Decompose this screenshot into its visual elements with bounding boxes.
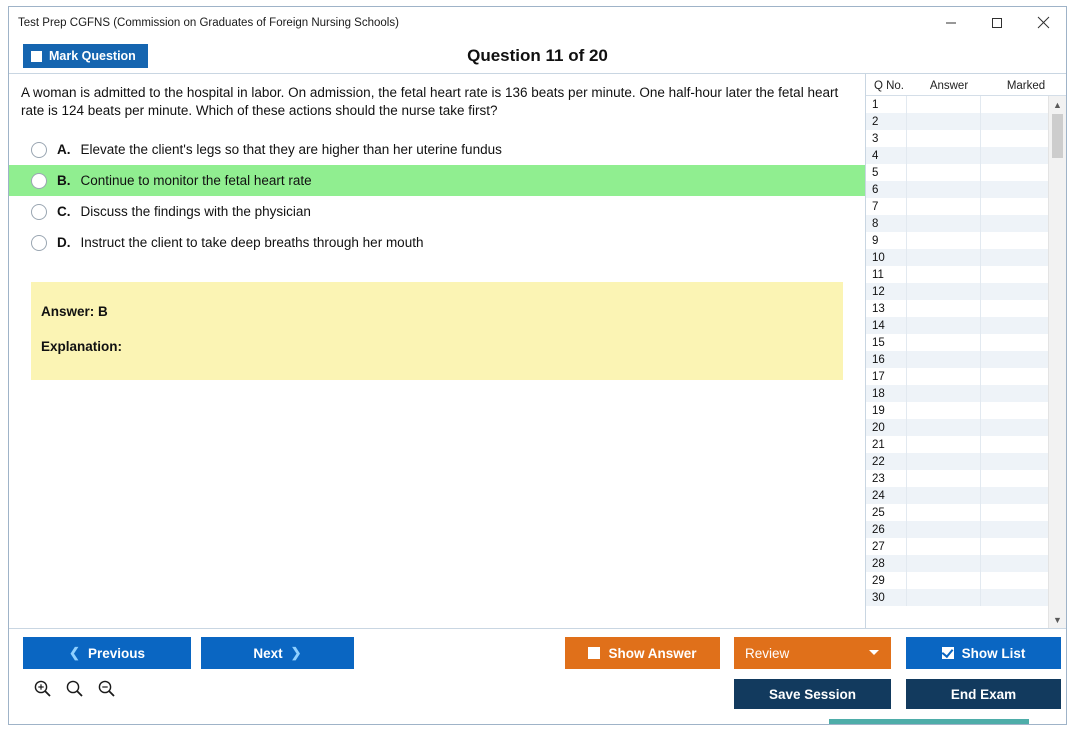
question-list-row[interactable] [866, 589, 1048, 606]
question-list-row-answer [906, 402, 980, 419]
show-list-button[interactable] [906, 637, 1061, 669]
option-letter: A. [57, 142, 71, 158]
question-list-row-marked [980, 317, 1048, 334]
minimize-icon[interactable] [928, 8, 974, 38]
zoom-icon[interactable] [65, 679, 84, 703]
question-list-row-answer [906, 368, 980, 385]
chevron-right-icon: ❯ [290, 645, 302, 660]
header-row [9, 39, 1066, 73]
question-list-row[interactable] [866, 453, 1048, 470]
end-exam-label: End Exam [950, 686, 1017, 702]
show-answer-checkbox-icon [588, 647, 600, 659]
question-list-row-number: 2 [872, 115, 879, 128]
question-list-row-number: 23 [872, 472, 885, 485]
review-dropdown[interactable] [734, 637, 891, 669]
question-list-row-answer [906, 572, 980, 589]
option-letter: B. [57, 173, 71, 189]
question-list-row[interactable] [866, 334, 1048, 351]
question-list-row-marked [980, 385, 1048, 402]
question-list-row[interactable] [866, 436, 1048, 453]
question-list-row-number: 27 [872, 540, 885, 553]
question-list-row-answer [906, 300, 980, 317]
question-list-row-marked [980, 555, 1048, 572]
question-list-row[interactable] [866, 96, 1048, 113]
question-list-row-answer [906, 436, 980, 453]
chevron-left-icon: ❮ [69, 645, 80, 660]
scroll-up-icon[interactable]: ▲ [1053, 99, 1062, 110]
question-list-row-marked [980, 96, 1048, 113]
question-list-row-answer [906, 470, 980, 487]
scrollbar-thumb[interactable] [1052, 114, 1063, 158]
question-list-row-number: 6 [872, 183, 879, 196]
question-list-row-marked [980, 300, 1048, 317]
question-list-row-marked [980, 572, 1048, 589]
column-header-answer: Answer [929, 80, 969, 92]
option-text: Continue to monitor the fetal heart rate [80, 173, 312, 189]
question-list-row-number: 12 [872, 285, 885, 298]
question-list-row-number: 21 [872, 438, 885, 451]
radio-icon[interactable] [31, 142, 47, 158]
question-list-scrollbar[interactable] [1048, 96, 1066, 628]
save-session-button[interactable] [734, 679, 891, 709]
question-list-row-number: 26 [872, 523, 885, 536]
question-list-row-answer [906, 504, 980, 521]
question-list-row-marked [980, 266, 1048, 283]
scroll-down-icon[interactable]: ▼ [1053, 614, 1062, 625]
previous-label: Previous [87, 645, 145, 661]
radio-icon[interactable] [31, 235, 47, 251]
question-list-row-marked [980, 521, 1048, 538]
show-answer-label: Show Answer [608, 645, 697, 661]
question-text: A woman is admitted to the hospital in labor. On admission, the fetal heart rate is 136 beats per minute. One half-hour later the fetal heart rate is 124 beats per minute. Which of these actions should the nurse take first? [21, 85, 839, 119]
show-list-label: Show List [961, 645, 1026, 661]
column-header-marked: Marked [1006, 80, 1046, 92]
question-list-row-answer [906, 215, 980, 232]
question-list-row[interactable] [866, 164, 1048, 181]
question-list-row-marked [980, 453, 1048, 470]
question-list-row-number: 5 [872, 166, 879, 179]
question-list-row-marked [980, 504, 1048, 521]
question-list-row-answer [906, 249, 980, 266]
question-list-row-number: 14 [872, 319, 885, 332]
end-exam-button[interactable] [906, 679, 1061, 709]
question-list-row[interactable] [866, 402, 1048, 419]
question-list-row-number: 24 [872, 489, 885, 502]
answer-label: Answer: B [41, 304, 108, 320]
question-list-row[interactable] [866, 113, 1048, 130]
question-list-rows[interactable] [866, 96, 1048, 628]
question-counter: Question 11 of 20 [467, 46, 608, 65]
question-list-row-answer [906, 487, 980, 504]
option-text: Instruct the client to take deep breaths through her mouth [80, 235, 424, 251]
question-list-row-answer [906, 266, 980, 283]
question-list-row-answer [906, 555, 980, 572]
question-list-row-answer [906, 130, 980, 147]
question-list-row-number: 29 [872, 574, 885, 587]
question-list-row-number: 17 [872, 370, 885, 383]
question-list-row[interactable] [866, 300, 1048, 317]
window-title: Test Prep CGFNS (Commission on Graduates of Foreign Nursing Schools) [18, 16, 399, 29]
question-list-row-marked [980, 130, 1048, 147]
question-list-row-marked [980, 249, 1048, 266]
question-list-row-marked [980, 487, 1048, 504]
question-list-row-marked [980, 470, 1048, 487]
options-list [9, 134, 865, 258]
radio-icon[interactable] [31, 204, 47, 220]
question-list-row-answer [906, 538, 980, 555]
question-list-row-answer [906, 589, 980, 606]
question-list-row-number: 28 [872, 557, 885, 570]
option-row-a[interactable] [9, 134, 865, 165]
maximize-icon[interactable] [974, 8, 1020, 38]
question-list-row[interactable] [866, 266, 1048, 283]
question-pane [9, 73, 866, 628]
question-list-row-number: 22 [872, 455, 885, 468]
option-text: Elevate the client's legs so that they are higher than her uterine fundus [80, 142, 502, 158]
question-list-row-number: 19 [872, 404, 885, 417]
mark-question-label: Mark Question [49, 49, 136, 63]
question-list-row-answer [906, 96, 980, 113]
zoom-controls [33, 679, 116, 703]
question-list-row-marked [980, 232, 1048, 249]
question-list-row-marked [980, 436, 1048, 453]
question-list-row-answer [906, 232, 980, 249]
question-list-row-marked [980, 215, 1048, 232]
question-list-row-number: 13 [872, 302, 885, 315]
question-list-row-marked [980, 589, 1048, 606]
close-icon[interactable] [1020, 8, 1066, 38]
question-list-row[interactable] [866, 419, 1048, 436]
question-list-row[interactable] [866, 538, 1048, 555]
question-list-row-marked [980, 419, 1048, 436]
question-list-row-answer [906, 283, 980, 300]
question-list-row-number: 15 [872, 336, 885, 349]
question-list-row-marked [980, 368, 1048, 385]
question-list-row-answer [906, 198, 980, 215]
question-list-row-answer [906, 334, 980, 351]
question-list-row[interactable] [866, 181, 1048, 198]
question-list-row[interactable] [866, 232, 1048, 249]
question-list-row-answer [906, 453, 980, 470]
question-list-row-marked [980, 538, 1048, 555]
taskbar-highlight [829, 719, 1029, 724]
question-list-row[interactable] [866, 555, 1048, 572]
question-list-row-marked [980, 147, 1048, 164]
option-row-b[interactable] [9, 165, 865, 196]
chevron-down-icon [869, 650, 879, 655]
question-list-row-number: 9 [872, 234, 879, 247]
question-list-row-number: 16 [872, 353, 885, 366]
zoom-in-icon[interactable] [33, 679, 52, 703]
question-list-row-number: 10 [872, 251, 885, 264]
question-list-row-answer [906, 147, 980, 164]
question-list-row-answer [906, 113, 980, 130]
option-text: Discuss the findings with the physician [80, 204, 311, 220]
explanation-label: Explanation: [41, 339, 123, 355]
question-list-scroll-area [866, 96, 1066, 628]
mark-question-checkbox-icon [31, 51, 42, 62]
question-list-row[interactable] [866, 198, 1048, 215]
next-button[interactable] [201, 637, 354, 669]
question-list-row-answer [906, 351, 980, 368]
next-label: Next [253, 645, 283, 661]
radio-icon[interactable] [31, 173, 47, 189]
question-list-row-answer [906, 521, 980, 538]
question-list-row-marked [980, 181, 1048, 198]
question-list-row[interactable] [866, 521, 1048, 538]
question-list-row-marked [980, 351, 1048, 368]
mark-question-button[interactable] [23, 44, 148, 68]
question-list-row[interactable] [866, 368, 1048, 385]
show-list-checkbox-icon [942, 647, 954, 659]
question-list-row[interactable] [866, 249, 1048, 266]
question-list-row-marked [980, 198, 1048, 215]
body-area [9, 73, 1066, 628]
question-list-row-marked [980, 402, 1048, 419]
question-list-row[interactable] [866, 572, 1048, 589]
zoom-out-icon[interactable] [97, 679, 116, 703]
question-list-row-number: 3 [872, 132, 879, 145]
save-session-label: Save Session [768, 686, 857, 702]
option-row-c[interactable] [9, 196, 865, 227]
question-list-row[interactable] [866, 504, 1048, 521]
question-list-row[interactable] [866, 317, 1048, 334]
question-list-row-answer [906, 164, 980, 181]
question-list-row[interactable] [866, 215, 1048, 232]
title-bar [9, 7, 1066, 39]
question-list-row-marked [980, 164, 1048, 181]
question-list-row-number: 1 [872, 98, 879, 111]
question-list-row[interactable] [866, 147, 1048, 164]
show-answer-button[interactable] [565, 637, 720, 669]
question-list-row-marked [980, 113, 1048, 130]
question-list-row[interactable] [866, 283, 1048, 300]
column-header-qno: Q No. [873, 80, 905, 92]
question-list-row[interactable] [866, 351, 1048, 368]
option-row-d[interactable] [9, 227, 865, 258]
option-letter: D. [57, 235, 71, 251]
option-letter: C. [57, 204, 71, 220]
question-list-row-marked [980, 283, 1048, 300]
question-list-pane [866, 73, 1066, 628]
question-list-row-number: 11 [872, 268, 884, 281]
answer-panel [31, 282, 843, 380]
question-list-row-answer [906, 181, 980, 198]
question-list-row-answer [906, 419, 980, 436]
question-list-row[interactable] [866, 487, 1048, 504]
question-list-row[interactable] [866, 130, 1048, 147]
question-list-row-number: 8 [872, 217, 879, 230]
previous-button[interactable] [23, 637, 191, 669]
question-list-row[interactable] [866, 470, 1048, 487]
review-label: Review [745, 645, 790, 661]
question-list-row-number: 30 [872, 591, 885, 604]
question-list-row-number: 20 [872, 421, 885, 434]
question-list-header [866, 74, 1066, 96]
question-list-row[interactable] [866, 385, 1048, 402]
question-list-row-number: 25 [872, 506, 885, 519]
question-list-row-answer [906, 385, 980, 402]
question-list-row-number: 7 [872, 200, 879, 213]
question-list-row-answer [906, 317, 980, 334]
footer-toolbar [9, 628, 1066, 724]
app-window [8, 6, 1067, 725]
question-list-row-number: 4 [872, 149, 879, 162]
question-list-row-marked [980, 334, 1048, 351]
question-list-row-number: 18 [872, 387, 885, 400]
